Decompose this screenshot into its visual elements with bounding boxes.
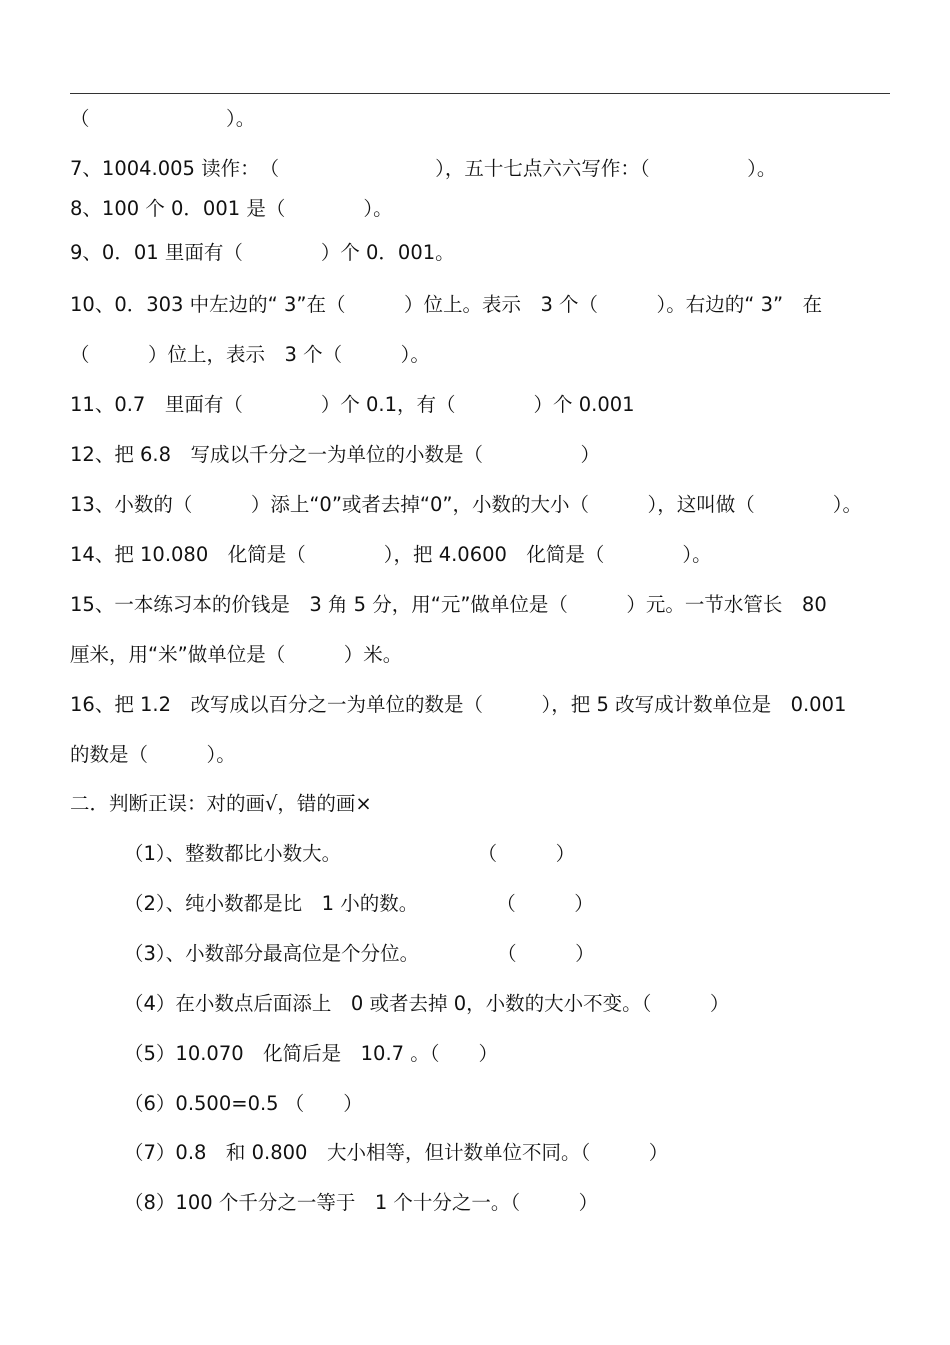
question-16: 16、把 1.2 改写成以百分之一为单位的数是（ ），把 5 改写成计数单位是 0.001 bbox=[70, 693, 847, 716]
judge-item-3: （3）、小数部分最高位是个分位。 （ ） bbox=[124, 942, 595, 965]
judge-item-5: （5）10.070 化简后是 10.7 。（ ） bbox=[124, 1042, 499, 1065]
question-13: 13、小数的（ ）添上“0”或者去掉“0”，小数的大小（ ），这叫做（ ）。 bbox=[70, 493, 863, 516]
judge-item-6: （6）0.500=0.5 （ ） bbox=[124, 1092, 363, 1115]
judge-item-4: （4）在小数点后面添上 0 或者去掉 0，小数的大小不变。（ ） bbox=[124, 992, 730, 1015]
judge-item-1: （1）、整数都比小数大。 （ ） bbox=[124, 842, 576, 865]
question-7: 7、1004.005 读作： （ ），五十七点六六写作：（ ）。 bbox=[70, 157, 777, 180]
judge-item-7: （7）0.8 和 0.800 大小相等，但计数单位不同。（ ） bbox=[124, 1141, 669, 1164]
section-2-heading: 二．判断正误：对的画√，错的画× bbox=[70, 792, 372, 815]
question-15-continued: 厘米，用“米”做单位是（ ）米。 bbox=[70, 643, 403, 666]
header-rule bbox=[70, 93, 890, 94]
question-15: 15、一本练习本的价钱是 3 角 5 分，用“元”做单位是（ ）元。一节水管长 80 bbox=[70, 593, 827, 616]
question-6-continued: （ ）。 bbox=[70, 107, 256, 130]
question-16-continued: 的数是（ ）。 bbox=[70, 743, 236, 766]
question-8: 8、100 个 0．001 是（ ）。 bbox=[70, 197, 393, 220]
judge-item-8: （8）100 个千分之一等于 1 个十分之一。（ ） bbox=[124, 1191, 599, 1214]
question-12: 12、把 6.8 写成以千分之一为单位的小数是（ ） bbox=[70, 443, 601, 466]
question-9: 9、0．01 里面有（ ）个 0．001。 bbox=[70, 241, 455, 264]
question-10-continued: （ ）位上，表示 3 个（ ）。 bbox=[70, 343, 430, 366]
question-11: 11、0.7 里面有（ ）个 0.1，有（ ）个 0.001 bbox=[70, 393, 635, 416]
question-14: 14、把 10.080 化简是（ ），把 4.0600 化简是（ ）。 bbox=[70, 543, 712, 566]
judge-item-2: （2）、纯小数都是比 1 小的数。 （ ） bbox=[124, 892, 594, 915]
question-10: 10、0．303 中左边的“ 3”在（ ）位上。表示 3 个（ ）。右边的“ 3” 在 bbox=[70, 293, 823, 316]
